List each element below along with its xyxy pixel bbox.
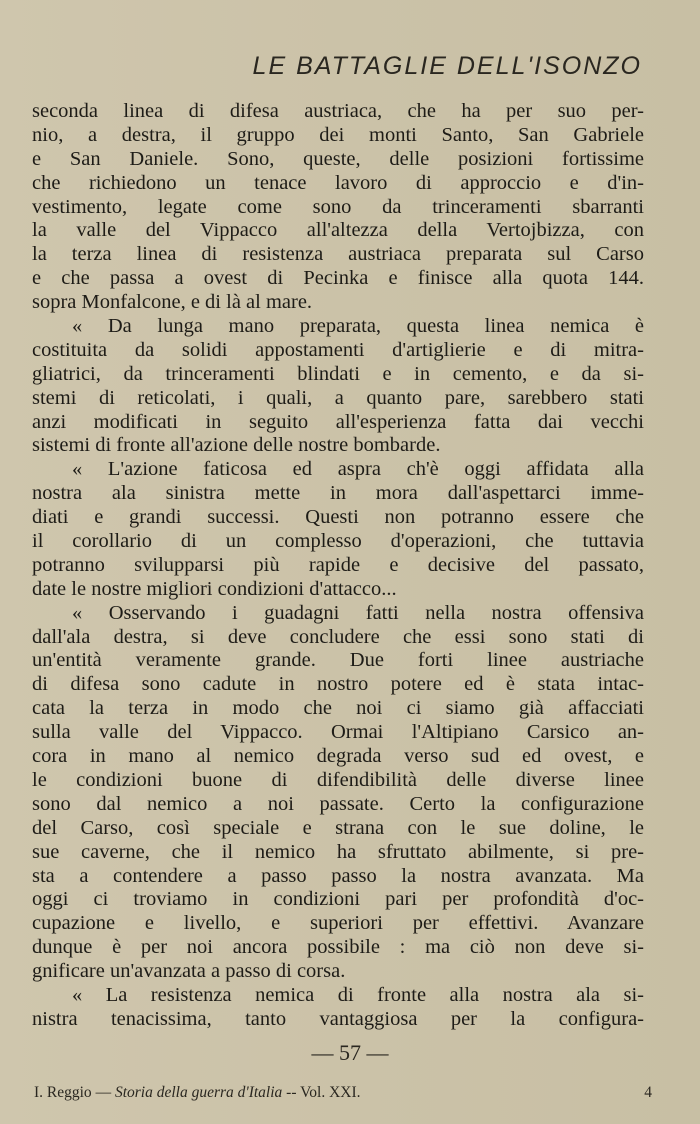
text-line: sistemi di fronte all'azione delle nostre bombarde.	[32, 434, 441, 457]
text-line: gliatrici, da trinceramenti blindati e in cemento, e da si-	[32, 362, 644, 385]
paragraph	[32, 458, 644, 601]
footer-volume: -- Vol. XXI.	[286, 1084, 361, 1101]
text-line: « Da lunga mano preparata, questa linea nemica è	[72, 315, 644, 338]
text-line: e che passa a ovest di Pecinka e finisce alla quota 144.	[32, 267, 644, 290]
text-line: e San Daniele. Sono, queste, delle posizioni fortissime	[32, 147, 644, 170]
paragraph	[32, 602, 644, 984]
text-line: sopra Monfalcone, e di là al mare.	[32, 291, 313, 314]
text-line: gnificare un'avanzata a passo di corsa.	[32, 960, 346, 983]
footer-signature: 4	[644, 1084, 652, 1101]
text-line: vestimento, legate come sono da trinceramenti sbarranti	[32, 195, 644, 218]
text-line: cupazione e livello, e superiori per effettivi. Avanzare	[32, 912, 644, 935]
text-line: nistra tenacissima, tanto vantaggiosa per la configura-	[32, 1007, 644, 1030]
text-line: oggi ci troviamo in condizioni pari per profondità d'oc-	[32, 888, 644, 911]
page-number: — 57 —	[311, 1040, 389, 1065]
footer-separator: —	[95, 1084, 112, 1101]
text-line: sono dal nemico a noi passate. Certo la configurazione	[32, 792, 644, 815]
text-line: la terza linea di resistenza austriaca preparata sul Carso	[32, 243, 644, 266]
text-line: costituita da solidi appostamenti d'artiglierie e di mitra-	[32, 338, 644, 361]
text-line: del Carso, così speciale e strana con le sue doline, le	[32, 816, 644, 839]
paragraph	[32, 315, 644, 458]
text-line: cata la terza in modo che noi ci siamo già affacciati	[32, 697, 644, 720]
text-line: sta a contendere a passo passo la nostra avanzata. Ma	[32, 864, 644, 887]
text-line: stemi di reticolati, i quali, a quanto pare, sarebbero stati	[32, 386, 644, 409]
footer-credit	[34, 1084, 361, 1102]
text-line: « L'azione faticosa ed aspra ch'è oggi affidata alla	[72, 458, 644, 481]
text-line: « Osservando i guadagni fatti nella nostra offensiva	[72, 601, 644, 624]
body-text	[32, 100, 644, 1032]
text-line: la valle del Vippacco all'altezza della Vertojbizza, con	[32, 219, 644, 242]
text-line: diati e grandi successi. Questi non potranno essere che	[32, 506, 644, 529]
text-line: dunque è per noi ancora possibile : ma ciò non deve si-	[32, 936, 644, 959]
text-line: che richiedono un tenace lavoro di approccio e d'in-	[32, 171, 644, 194]
text-line: date le nostre migliori condizioni d'attacco...	[32, 577, 397, 600]
text-line: seconda linea di difesa austriaca, che ha per suo per-	[32, 100, 644, 122]
footer-book-title: Storia della guerra d'Italia	[114, 1084, 283, 1101]
text-line: il corollario di un complesso d'operazioni, che tuttavia	[32, 530, 644, 553]
text-line: sue caverne, che il nemico ha sfruttato abilmente, si pre-	[32, 840, 644, 863]
text-line: dall'ala destra, si deve concludere che essi sono stati di	[32, 625, 644, 648]
text-line: le condizioni buone di difendibilità delle diverse linee	[32, 768, 644, 791]
footer-line	[34, 1084, 652, 1102]
text-line: potranno svilupparsi più rapide e decisive del passato,	[32, 553, 644, 576]
text-line: nostra ala sinistra mette in mora dall'aspettarci imme-	[32, 482, 644, 505]
text-line: cora in mano al nemico degrada verso sud ed ovest, e	[32, 745, 644, 768]
text-line: anzi modificati in seguito all'esperienza fatta dai vecchi	[32, 410, 644, 433]
text-line: di difesa sono cadute in nostro potere ed è stata intac-	[32, 673, 644, 696]
text-line: « La resistenza nemica di fronte alla nostra ala si-	[72, 983, 644, 1006]
paragraph	[32, 100, 644, 315]
paragraph	[32, 984, 644, 1032]
running-head: LE BATTAGLIE DELL'ISONZO	[252, 52, 642, 80]
text-line: nio, a destra, il gruppo dei monti Santo, San Gabriele	[32, 123, 644, 146]
text-line: sulla valle del Vippacco. Ormai l'Altipiano Carsico an-	[32, 721, 644, 744]
text-line: un'entità veramente grande. Due forti linee austriache	[32, 649, 644, 672]
footer-author: I. Reggio	[34, 1084, 92, 1101]
